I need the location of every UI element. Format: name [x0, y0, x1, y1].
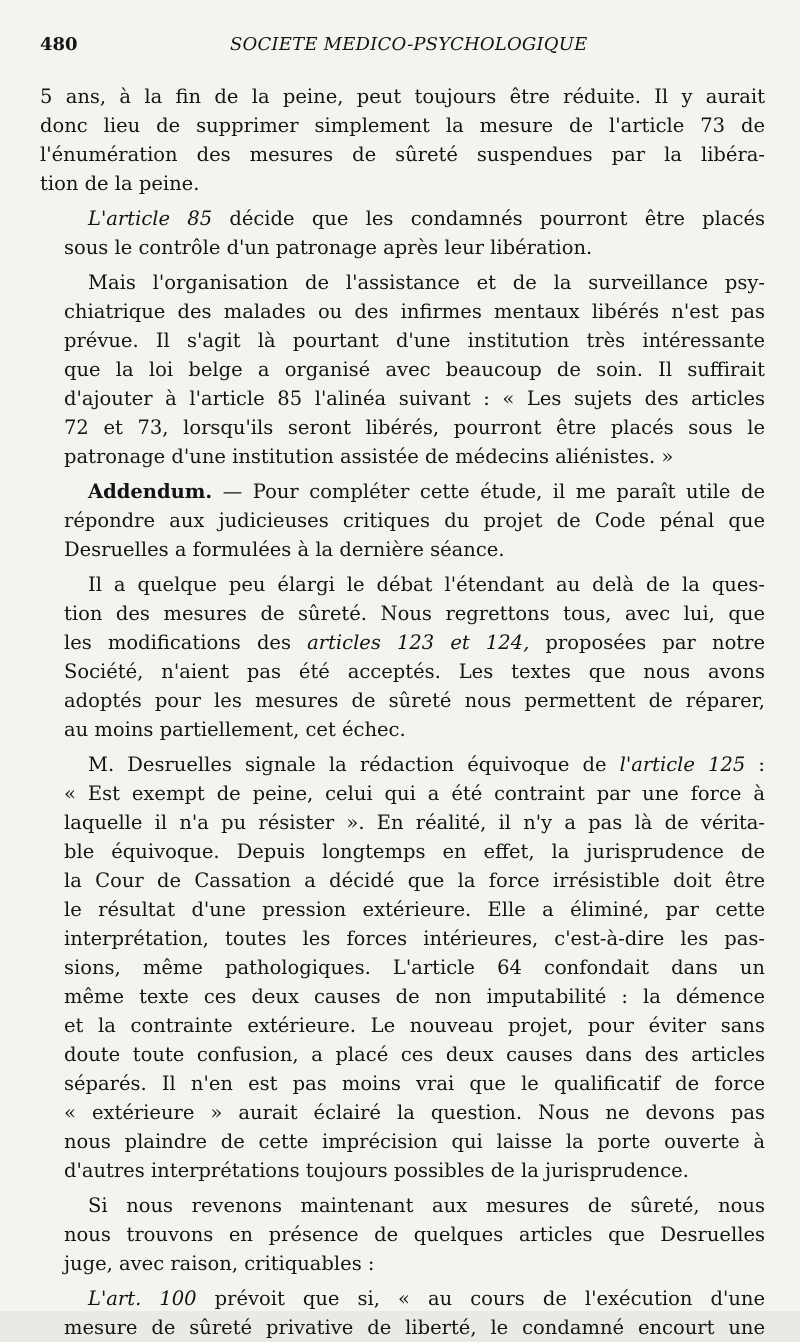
text-line: Il a quelque peu élargi le débat l'étendant au delà de la ques-: [88, 573, 765, 596]
text-line: interprétation, toutes les forces intérieures, c'est-à-dire les pas-: [64, 927, 765, 950]
paragraph-mesures-surete: [40, 1191, 765, 1278]
text-line: répondre aux judicieuses critiques du projet de Code pénal que: [64, 509, 765, 532]
text-line: nous plaindre de cette imprécision qui laisse la porte ouverte à: [64, 1130, 765, 1153]
text-line: [40, 204, 765, 233]
text-line: que la loi belge a organisé avec beaucoup de soin. Il suffirait: [64, 358, 765, 381]
text-line: d'autres interprétations toujours possibles de la jurisprudence.: [64, 1159, 689, 1182]
text-line: [40, 477, 765, 506]
text-fragment: décide que les condamnés pourront être placés: [212, 207, 765, 230]
addendum-heading: Addendum.: [88, 480, 213, 503]
text-line: nous trouvons en présence de quelques articles que Desruelles: [64, 1223, 765, 1246]
text-line: patronage d'une institution assistée de médecins aliénistes. »: [64, 445, 674, 468]
text-fragment: :: [745, 753, 766, 776]
page-number: 480: [40, 34, 78, 55]
paragraph-continuation: [40, 82, 765, 198]
article-reference: articles 123 et 124,: [307, 631, 530, 654]
text-line: prévue. Il s'agit là pourtant d'une institution très intéressante: [64, 329, 765, 352]
article-reference: L'article 85: [88, 207, 213, 230]
text-line: Desruelles a formulées à la dernière séance.: [64, 538, 505, 561]
text-line: laquelle il n'a pu résister ». En réalité, il n'y a pas là de vérita-: [64, 811, 765, 834]
text-fragment: M. Desruelles signale la rédaction équivoque de: [88, 753, 620, 776]
paragraph-article-100: [40, 1284, 765, 1342]
text-line: sous le contrôle d'un patronage après leur libération.: [64, 236, 593, 259]
paragraph-assistance: [40, 268, 765, 471]
text-line: [40, 1284, 765, 1313]
text-line: sions, même pathologiques. L'article 64 confondait dans un: [64, 956, 765, 979]
text-line: la Cour de Cassation a décidé que la force irrésistible doit être: [64, 869, 765, 892]
text-line: « Est exempt de peine, celui qui a été contraint par une force à: [64, 782, 765, 805]
text-line: 72 et 73, lorsqu'ils seront libérés, pourront être placés sous le: [64, 416, 765, 439]
article-reference: L'art. 100: [88, 1287, 197, 1310]
text-line: 5 ans, à la fin de la peine, peut toujours être réduite. Il y aurait: [40, 85, 765, 108]
text-line: tion des mesures de sûreté. Nous regrettons tous, avec lui, que: [64, 602, 765, 625]
text-line: chiatrique des malades ou des infirmes mentaux libérés n'est pas: [64, 300, 765, 323]
journal-title: SOCIETE MEDICO-PSYCHOLOGIQUE: [230, 34, 588, 55]
text-line: juge, avec raison, critiquables :: [64, 1252, 375, 1275]
text-fragment: proposées par notre: [529, 631, 766, 654]
text-line: « extérieure » aurait éclairé la question. Nous ne devons pas: [64, 1101, 765, 1124]
text-line: même texte ces deux causes de non imputabilité : la démence: [64, 985, 765, 1008]
text-line: le résultat d'une pression extérieure. Elle a éliminé, par cette: [64, 898, 765, 921]
running-header: [40, 30, 765, 60]
text-line: [40, 750, 765, 779]
text-line: Si nous revenons maintenant aux mesures de sûreté, nous: [88, 1194, 765, 1217]
text-line: Société, n'aient pas été acceptés. Les textes que nous avons: [64, 660, 765, 683]
text-fragment: — Pour compléter cette étude, il me paraît utile de: [212, 480, 765, 503]
text-line: au moins partiellement, cet échec.: [64, 718, 406, 741]
text-fragment: les modifications des: [64, 631, 308, 654]
text-line: d'ajouter à l'article 85 l'alinéa suivant : « Les sujets des articles: [64, 387, 765, 410]
paragraph-addendum: [40, 477, 765, 564]
text-fragment: prévoit que si, « au cours de l'exécution d'une: [196, 1287, 765, 1310]
text-line: séparés. Il n'en est pas moins vrai que le qualificatif de force: [64, 1072, 765, 1095]
text-line: tion de la peine.: [40, 172, 200, 195]
text-line: Mais l'organisation de l'assistance et de la surveillance psy-: [88, 271, 765, 294]
text-line: l'énumération des mesures de sûreté suspendues par la libéra-: [40, 143, 765, 166]
paragraph-debat: [40, 570, 765, 744]
paragraph-article-85: [40, 204, 765, 262]
article-reference: l'article 125: [619, 753, 746, 776]
text-line: donc lieu de supprimer simplement la mesure de l'article 73 de: [40, 114, 765, 137]
text-line: et la contrainte extérieure. Le nouveau projet, pour éviter sans: [64, 1014, 765, 1037]
text-line: doute toute confusion, a placé ces deux causes dans des articles: [64, 1043, 765, 1066]
text-line: adoptés pour les mesures de sûreté nous permettent de réparer,: [64, 689, 765, 712]
text-line: ble équivoque. Depuis longtemps en effet, la jurisprudence de: [64, 840, 765, 863]
body-text: [40, 82, 765, 1342]
text-line: mesure de sûreté privative de liberté, le condamné encourt une: [64, 1316, 765, 1339]
paragraph-article-125: [40, 750, 765, 1185]
text-line: [40, 628, 765, 657]
